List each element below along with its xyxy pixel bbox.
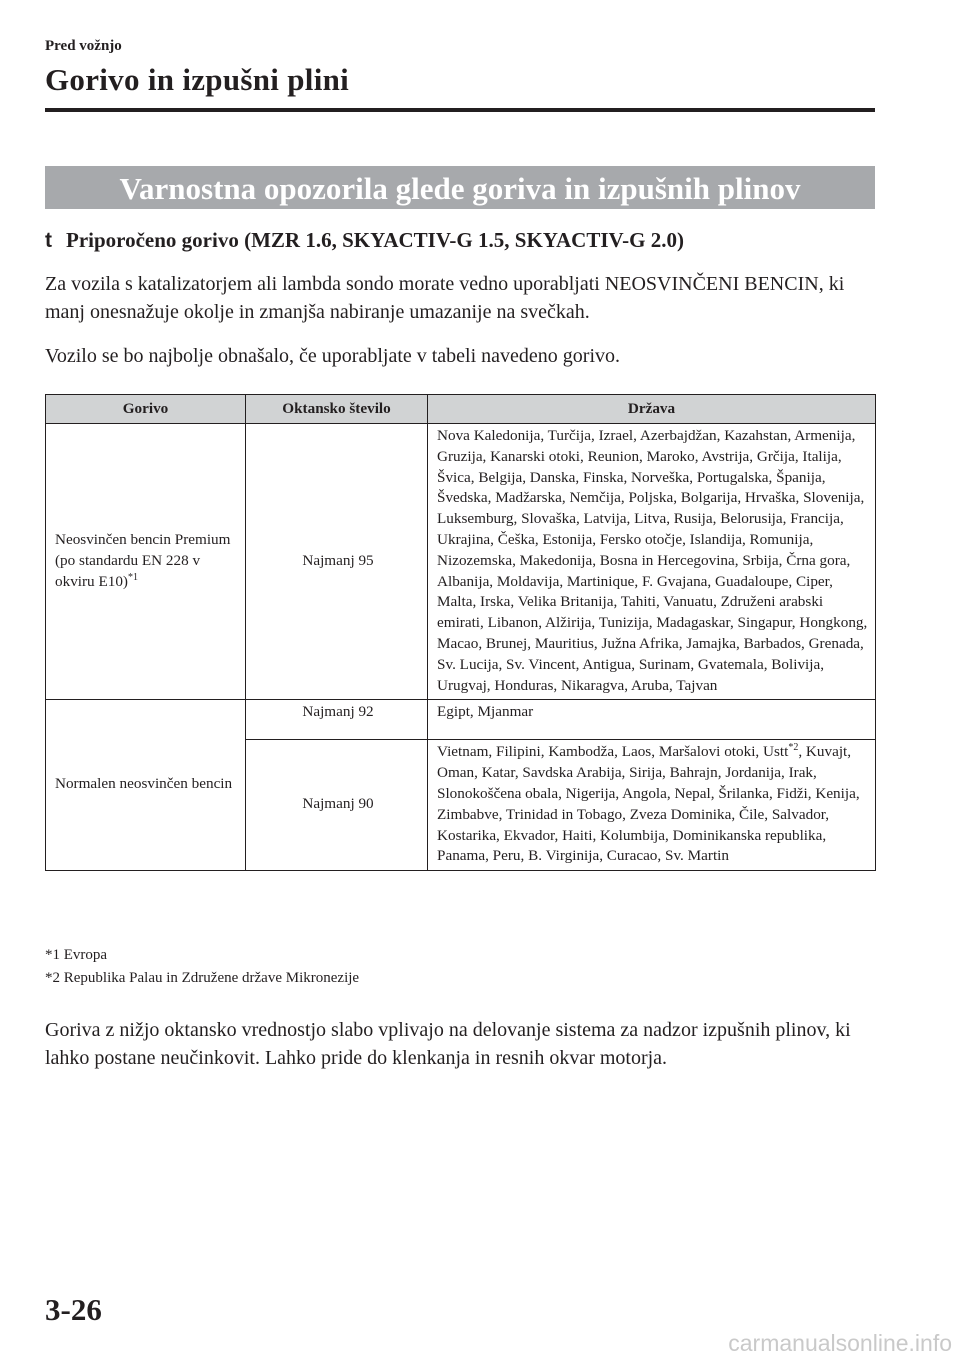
country-text: , Kuvajt, Oman, Katar, Savdska Arabija, Sirija, Bahrajn, Jordanija, Irak, Slonokoščena obala, Nigerija, Angola, Nepal, Šrilanka, Fidži, Kenija, Zimbabve, Trinidad in Tobago, Zveza Dominika, Čile, Salvador, Kostarika, Ekvador, Haiti, Kolumbija, Dominikanska republika, Panama, Peru, B. Virginija, Curacao, Sv. Martin [437, 743, 860, 865]
page-number: 3-26 [45, 1292, 102, 1327]
chapter-title: Gorivo in izpušni plini [45, 62, 350, 97]
closing-paragraph: Goriva z nižjo oktansko vrednostjo slabo vplivajo na delovanje sistema za nadzor izpušnih plinov, ki lahko postane neučinkovit. Lahko pride do klenkanja in resnih okvar motorja. [45, 1019, 851, 1069]
table-row [46, 700, 876, 740]
country-text: Vietnam, Filipini, Kambodža, Laos, Maršalovi otoki, Ustt [437, 743, 789, 761]
watermark: carmanualsonline.info [728, 1330, 952, 1356]
octane-cell: Najmanj 90 [246, 740, 428, 871]
fuel-name: Neosvinčen bencin Premium (po standardu EN 228 v okviru E10) [55, 530, 231, 590]
fuel-table [45, 394, 876, 871]
column-header-octane: Oktansko število [246, 395, 428, 424]
footnote: *2 Republika Palau in Združene države Mikronezije [45, 970, 360, 986]
column-header-fuel: Gorivo [46, 395, 246, 424]
column-header-country: Država [428, 395, 876, 424]
octane-cell: Najmanj 95 [246, 424, 428, 700]
footnote-marker: *1 [127, 571, 138, 583]
fuel-cell [46, 424, 246, 700]
country-cell: Nova Kaledonija, Turčija, Izrael, Azerbajdžan, Kazahstan, Armenija, Gruzija, Kanarski otoki, Reunion, Maroko, Avstrija, Grčija, Italija, Švica, Belgija, Danska, Finska, Norveška, Portugalska, Španija, Švedska, Madžarska, Nemčija, Poljska, Bolgarija, Hrvaška, Slovenija, Luksemburg, Slovaška, Latvija, Litva, Rusija, Belorusija, Francija, Ukrajina, Češka, Estonija, Fersko otočje, Islandija, Romunija, Nizozemska, Makedonija, Bosna in Hercegovina, Srbija, Črna gora, Albanija, Moldavija, Martinique, F. Gvajana, Guadaloupe, Ciper, Malta, Irska, Velika Britanija, Tahiti, Vanuatu, Združeni arabski emirati, Libanon, Alžirija, Tunizija, Madagaskar, Singapur, Hongkong, Macao, Brunej, Mauritius, Južna Afrika, Jamajka, Barbados, Grenada, Sv. Lucija, Sv. Vincent, Antigua, Surinam, Gvatemala, Bolivija, Urugvaj, Honduras, Nikaragva, Aruba, Tajvan [428, 424, 876, 700]
table-header-row [46, 395, 876, 424]
intro-paragraph: Za vozila s katalizatorjem ali lambda sondo morate vedno uporabljati NEOSVINČENI BENCIN, ki manj onesnažuje okolje in zmanjša nabiranje umazanije na svečkah. [45, 273, 845, 323]
subheading-text: Priporočeno gorivo (MZR 1.6, SKYACTIV-G 1.5, SKYACTIV-G 2.0) [66, 228, 684, 252]
footnote: *1 Evropa [45, 947, 108, 963]
subheading [45, 228, 684, 253]
section-title-bar: Varnostna opozorila glede goriva in izpušnih plinov [45, 166, 875, 209]
country-cell [428, 740, 876, 871]
octane-cell: Najmanj 92 [246, 700, 428, 740]
fuel-cell: Normalen neosvinčen bencin [46, 700, 246, 871]
breadcrumb: Pred vožnjo [45, 38, 122, 54]
table-row [46, 424, 876, 700]
bullet-icon: t [45, 229, 52, 252]
footnote-marker: *2 [788, 742, 799, 754]
title-divider [45, 108, 875, 112]
intro-paragraph-2: Vozilo se bo najbolje obnašalo, če uporabljate v tabeli navedeno gorivo. [45, 345, 621, 367]
country-cell: Egipt, Mjanmar [428, 700, 876, 740]
